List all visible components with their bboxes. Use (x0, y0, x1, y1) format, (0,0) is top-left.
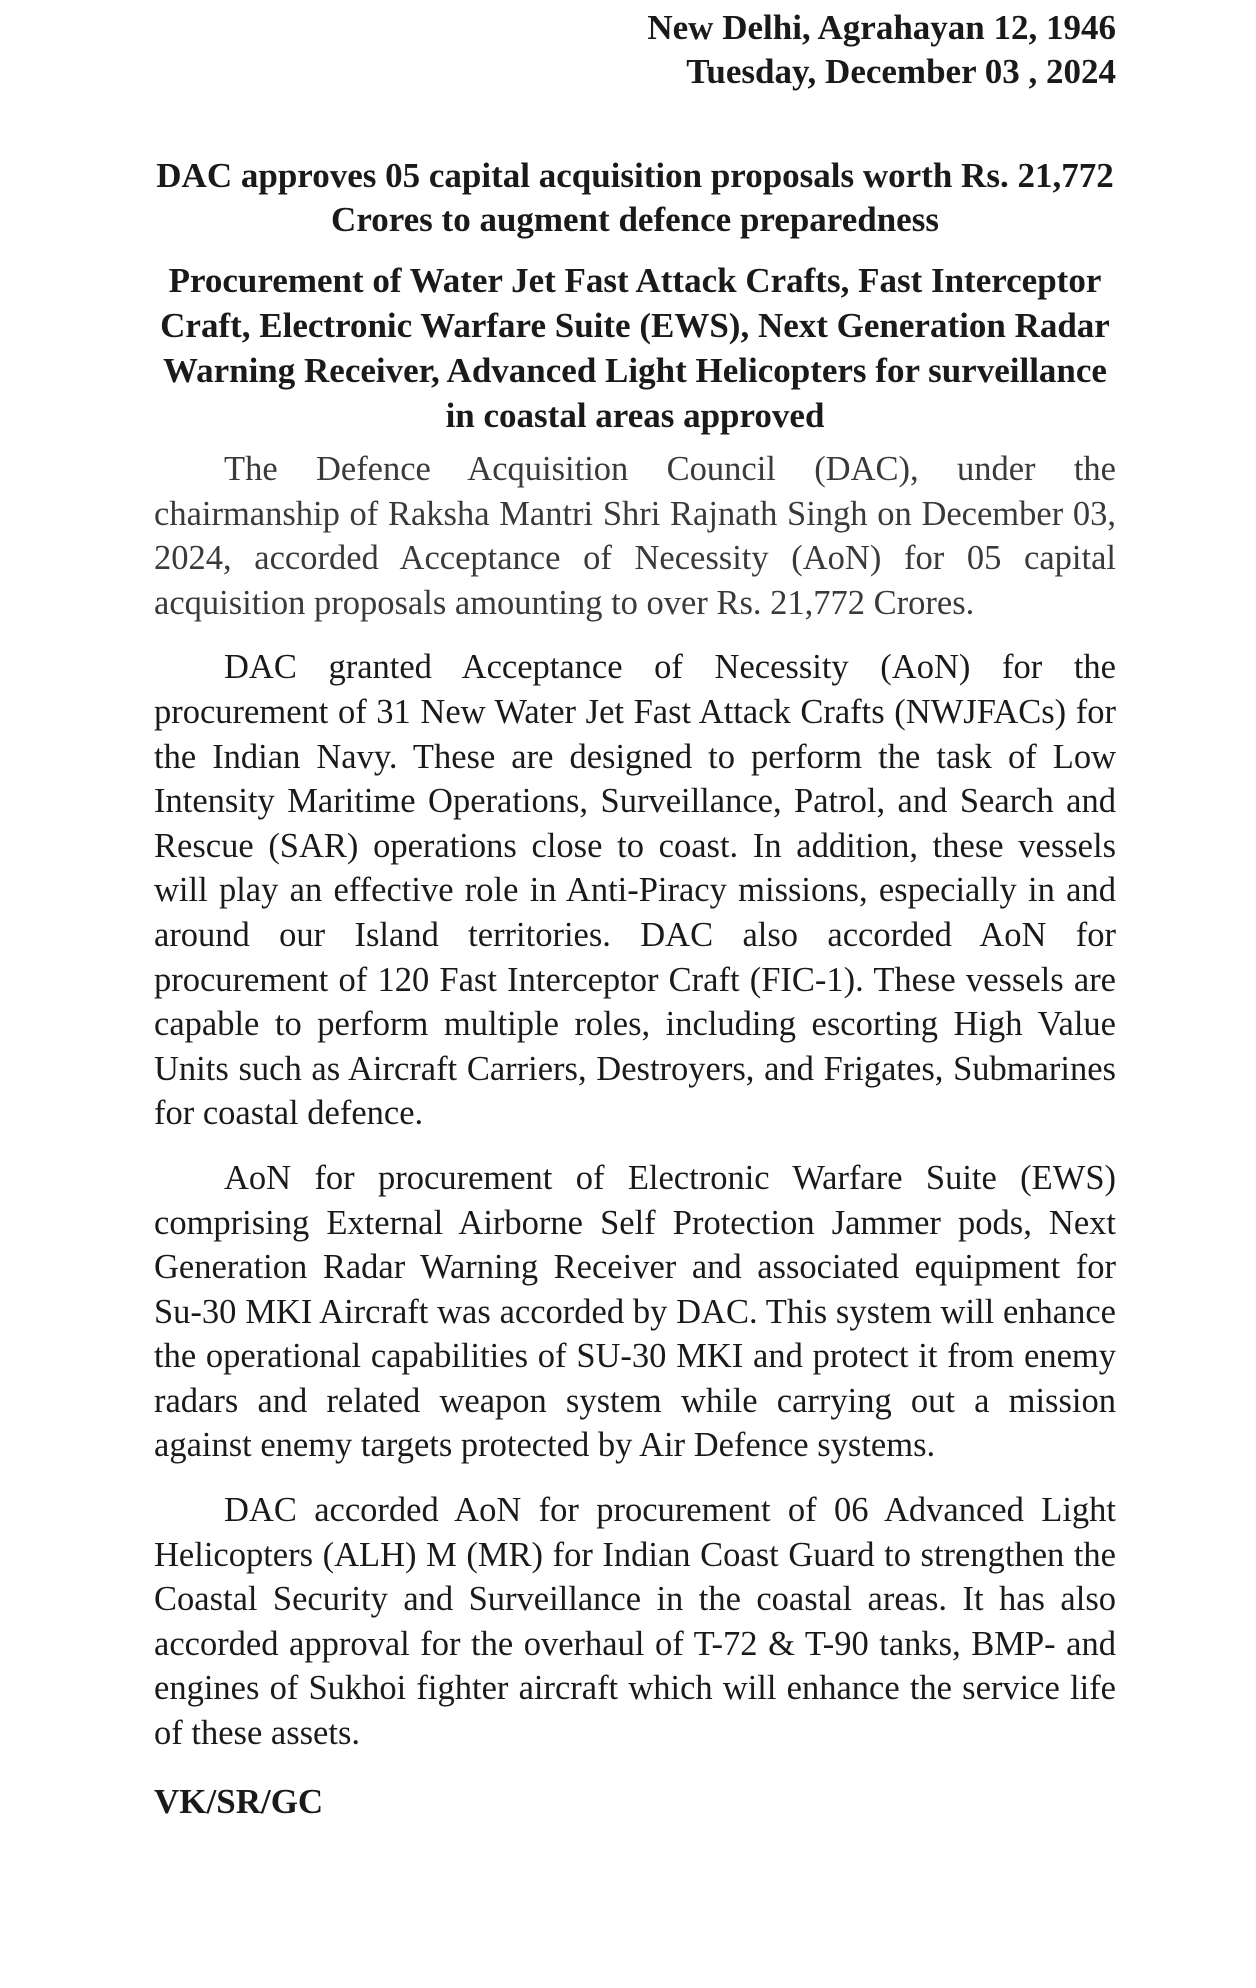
signoff-initials: VK/SR/GC (154, 1781, 324, 1821)
subheadline: Procurement of Water Jet Fast Attack Crafts, Fast Interceptor Craft, Electronic Warfare Suite (EWS), Next Generation Radar Warning Receiver, Advanced Light Helicopters for surveillance in coastal areas approved (160, 261, 1110, 435)
paragraph-navy-crafts: DAC granted Acceptance of Necessity (AoN) for the procurement of 31 New Water Jet Fast Attack Crafts (NWJFACs) for the Indian Navy. These are designed to perform the task of Low Intensity Maritime Operations, Surveillance, Patrol, and Search and Rescue (SAR) operations close to coast. In addition, these vessels will play an effective role in Anti-Piracy missions, especially in and around our Island territories. DAC also accorded AoN for procurement of 120 Fast Interceptor Craft (FIC-1). These vessels are capable to perform multiple roles, including escorting High Value Units such as Aircraft Carriers, Destroyers, and Frigates, Submarines for coastal defence. (154, 648, 1116, 1133)
headline: DAC approves 05 capital acquisition proposals worth Rs. 21,772 Crores to augment defence preparedness (156, 156, 1114, 239)
dateline (154, 0, 1116, 94)
paragraph-intro: The Defence Acquisition Council (DAC), under the chairmanship of Raksha Mantri Shri Rajnath Singh on December 03, 2024, accorded Acceptance of Necessity (AoN) for 05 capital acquisition proposals amounting to over Rs. 21,772 Crores. (154, 450, 1116, 622)
paragraph-electronic-warfare: AoN for procurement of Electronic Warfare Suite (EWS) comprising External Airborne Self Protection Jammer pods, Next Generation Radar Warning Receiver and associated equipment for Su-30 MKI Aircraft was accorded by DAC. This system will enhance the operational capabilities of SU-30 MKI and protect it from enemy radars and related weapon system while carrying out a mission against enemy targets protected by Air Defence systems. (154, 1158, 1116, 1465)
press-release-page (154, 0, 1116, 1824)
dateline-place-date: New Delhi, Agrahayan 12, 1946 (647, 8, 1116, 47)
paragraph-coast-guard-helicopters: DAC accorded AoN for procurement of 06 Advanced Light Helicopters (ALH) M (MR) for Indian Coast Guard to strengthen the Coastal Security and Surveillance in the coastal areas. It has also accorded approval for the overhaul of T-72 & T-90 tanks, BMP- and engines of Sukhoi fighter aircraft which will enhance the service life of these assets. (154, 1491, 1116, 1753)
dateline-weekday-date: Tuesday, December 03 , 2024 (686, 52, 1116, 91)
